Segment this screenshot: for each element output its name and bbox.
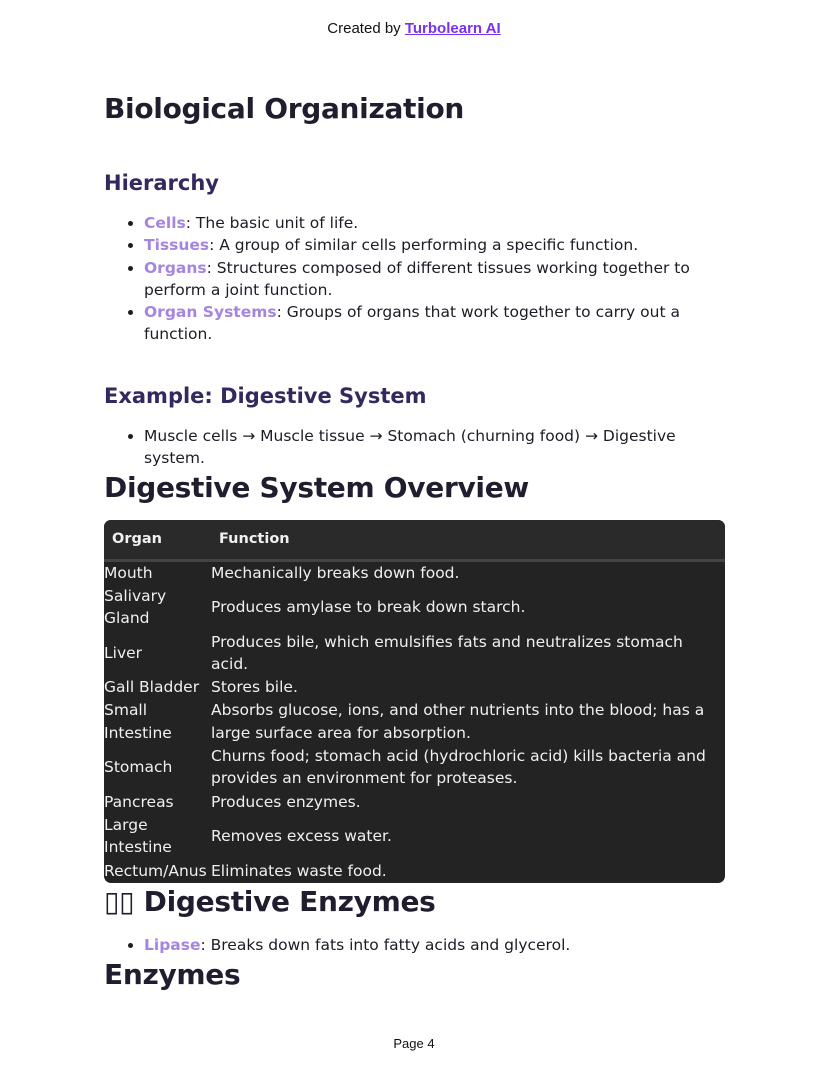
list-item: [144, 234, 726, 256]
definition: : A group of similar cells performing a specific function.: [209, 236, 639, 255]
example-heading: Example: Digestive System: [104, 383, 427, 408]
list-item: [144, 301, 726, 346]
function-cell: Mechanically breaks down food.: [211, 563, 460, 582]
column-header-function: Function: [211, 520, 725, 561]
credit-label: Created by: [327, 20, 401, 37]
list-item: [144, 934, 726, 956]
organ-cell: Rectum/Anus: [104, 861, 207, 880]
table-row: [104, 860, 725, 883]
table-row: [104, 791, 725, 814]
list-item: • Muscle cells → Muscle tissue → Stomach (churning food) → Digestive system.: [144, 425, 726, 470]
definition: : Structures composed of different tissues working together to perform a joint function.: [144, 258, 690, 299]
table-row: [104, 814, 725, 860]
table-row: [104, 631, 725, 677]
table-row: [104, 745, 725, 791]
enzymes-list: [104, 934, 726, 956]
definition: : Groups of organs that work together to carry out a function.: [144, 303, 680, 344]
hierarchy-list: [104, 212, 726, 346]
organ-cell: Mouth: [104, 563, 153, 582]
example-list: [104, 425, 726, 470]
page-number: Page 4: [393, 1036, 435, 1051]
organ-cell: Pancreas: [104, 792, 174, 811]
table-row: [104, 585, 725, 631]
enzymes-heading-text: Digestive Enzymes: [143, 884, 436, 918]
term: Cells: [144, 214, 186, 232]
credit-line: [0, 20, 828, 37]
overview-heading: Digestive System Overview: [104, 471, 529, 505]
definition: : The basic unit of life.: [185, 214, 359, 232]
hierarchy-heading: Hierarchy: [104, 171, 219, 195]
definition: : Breaks down fats into fatty acids and glycerol.: [200, 935, 571, 954]
emoji-icon: ▯▯: [104, 884, 135, 918]
term: Organ Systems: [144, 303, 277, 322]
function-cell: Produces enzymes.: [211, 792, 361, 811]
table-row: [104, 676, 725, 699]
column-header-organ: Organ: [104, 520, 211, 561]
table-row: [104, 562, 725, 585]
term: Tissues: [144, 236, 210, 255]
term: Organs: [144, 258, 207, 277]
list-item: [144, 212, 726, 234]
term: Lipase: [144, 935, 201, 954]
organ-cell: Small Intestine: [104, 701, 172, 742]
organ-cell: Stomach: [104, 758, 173, 777]
function-cell: Produces bile, which emulsifies fats and neutralizes stomach acid.: [211, 632, 683, 673]
organ-cell: Salivary Gland: [104, 586, 167, 628]
function-cell: Stores bile.: [211, 678, 298, 697]
enzymes-section-heading: Enzymes: [104, 958, 241, 992]
function-cell: Churns food; stomach acid (hydrochloric acid) kills bacteria and provides an environment for proteases.: [211, 747, 706, 788]
function-cell: Absorbs glucose, ions, and other nutrients into the blood; has a large surface area for absorption.: [211, 701, 705, 742]
list-item: [144, 257, 726, 302]
function-cell: Removes excess water.: [211, 827, 392, 846]
turbolearn-link[interactable]: Turbolearn AI: [404, 20, 501, 37]
function-cell: Produces amylase to break down starch.: [211, 598, 526, 617]
page-title: Biological Organization: [104, 92, 465, 125]
organ-cell: Large Intestine: [104, 815, 172, 857]
organ-cell: Gall Bladder: [104, 678, 200, 697]
function-cell: Eliminates waste food.: [211, 861, 387, 880]
organ-table: [104, 520, 725, 882]
table-row: [104, 699, 725, 745]
organ-cell: Liver: [104, 643, 143, 662]
enzymes-heading: [104, 885, 726, 918]
